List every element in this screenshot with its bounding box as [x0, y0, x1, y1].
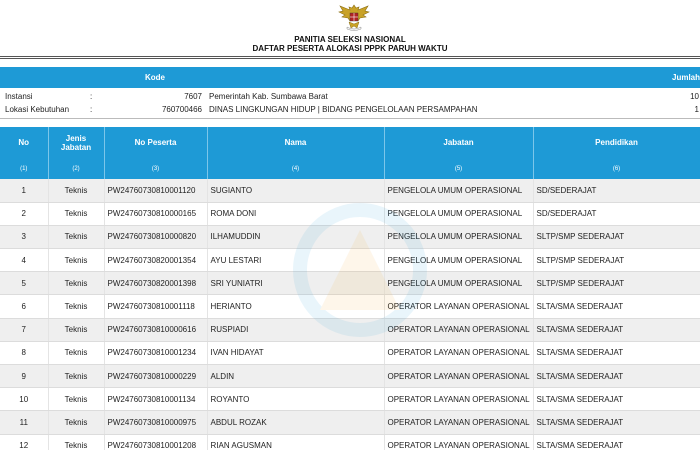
kode-label: Kode — [145, 73, 165, 82]
cell-pendidikan: SLTA/SMA SEDERAJAT — [533, 295, 700, 318]
header-divider-top — [0, 56, 700, 57]
cell-jenis-jabatan: Teknis — [48, 434, 104, 450]
cell-jabatan: OPERATOR LAYANAN OPERASIONAL — [384, 318, 533, 341]
cell-pendidikan: SLTA/SMA SEDERAJAT — [533, 341, 700, 364]
cell-no-peserta: PW24760730810000165 — [104, 202, 207, 225]
cell-pendidikan: SLTP/SMP SEDERAJAT — [533, 225, 700, 248]
cell-jabatan: OPERATOR LAYANAN OPERASIONAL — [384, 411, 533, 434]
cell-no: 7 — [0, 318, 48, 341]
cell-jenis-jabatan: Teknis — [48, 365, 104, 388]
cell-jenis-jabatan: Teknis — [48, 411, 104, 434]
cell-pendidikan: SLTA/SMA SEDERAJAT — [533, 318, 700, 341]
column-number: (4) — [207, 158, 384, 179]
cell-no: 1 — [0, 179, 48, 202]
table-row — [0, 249, 700, 272]
cell-no-peserta: PW24760730810000820 — [104, 225, 207, 248]
cell-jenis-jabatan: Teknis — [48, 225, 104, 248]
cell-jabatan: OPERATOR LAYANAN OPERASIONAL — [384, 388, 533, 411]
table-row — [0, 318, 700, 341]
cell-nama: SRI YUNIATRI — [207, 272, 384, 295]
cell-nama: ROYANTO — [207, 388, 384, 411]
instansi-label: Instansi — [5, 92, 33, 101]
column-number: (1) — [0, 158, 48, 179]
cell-jabatan: PENGELOLA UMUM OPERASIONAL — [384, 272, 533, 295]
kode-header-bar — [0, 67, 700, 88]
table-row — [0, 411, 700, 434]
table-row — [0, 179, 700, 202]
instansi-name: Pemerintah Kab. Sumbawa Barat — [209, 92, 328, 101]
cell-no-peserta: PW24760730810000616 — [104, 318, 207, 341]
header-no-peserta: No Peserta — [104, 127, 207, 158]
cell-no: 11 — [0, 411, 48, 434]
cell-nama: ILHAMUDDIN — [207, 225, 384, 248]
table-row — [0, 225, 700, 248]
peserta-table — [0, 127, 700, 450]
cell-jabatan: OPERATOR LAYANAN OPERASIONAL — [384, 434, 533, 450]
cell-pendidikan: SLTA/SMA SEDERAJAT — [533, 434, 700, 450]
instansi-code: 7607 — [184, 92, 202, 101]
lokasi-label: Lokasi Kebutuhan — [5, 105, 70, 114]
table-row — [0, 202, 700, 225]
cell-nama: SUGIANTO — [207, 179, 384, 202]
cell-jabatan: OPERATOR LAYANAN OPERASIONAL — [384, 295, 533, 318]
cell-no: 2 — [0, 202, 48, 225]
cell-pendidikan: SLTA/SMA SEDERAJAT — [533, 365, 700, 388]
header-nama: Nama — [207, 127, 384, 158]
table-body — [0, 179, 700, 450]
cell-no: 9 — [0, 365, 48, 388]
column-number: (2) — [48, 158, 104, 179]
header-line-1: PANITIA SELEKSI NASIONAL — [294, 35, 406, 44]
cell-nama: ABDUL ROZAK — [207, 411, 384, 434]
cell-no-peserta: PW24760730810001234 — [104, 341, 207, 364]
table-row — [0, 272, 700, 295]
cell-nama: ALDIN — [207, 365, 384, 388]
garuda-emblem-icon — [337, 2, 371, 32]
cell-nama: IVAN HIDAYAT — [207, 341, 384, 364]
header-jabatan: Jabatan — [384, 127, 533, 158]
header-line-2: DAFTAR PESERTA ALOKASI PPPK PARUH WAKTU — [252, 44, 448, 53]
cell-nama: AYU LESTARI — [207, 249, 384, 272]
table-row — [0, 365, 700, 388]
cell-no-peserta: PW24760730820001354 — [104, 249, 207, 272]
table-row — [0, 388, 700, 411]
cell-jabatan: PENGELOLA UMUM OPERASIONAL — [384, 249, 533, 272]
column-number-row — [0, 158, 700, 179]
cell-pendidikan: SD/SEDERAJAT — [533, 202, 700, 225]
jumlah-label: Jumlah — [672, 73, 700, 82]
lokasi-colon: : — [90, 105, 93, 114]
table-row — [0, 434, 700, 450]
cell-jenis-jabatan: Teknis — [48, 202, 104, 225]
cell-no: 12 — [0, 434, 48, 450]
cell-jenis-jabatan: Teknis — [48, 388, 104, 411]
cell-no-peserta: PW24760730810001118 — [104, 295, 207, 318]
instansi-row — [0, 92, 700, 104]
header-pendidikan: Pendidikan — [533, 127, 700, 158]
info-divider — [0, 118, 700, 119]
table-row — [0, 341, 700, 364]
cell-pendidikan: SLTP/SMP SEDERAJAT — [533, 272, 700, 295]
lokasi-count: 1 — [694, 105, 699, 114]
cell-jenis-jabatan: Teknis — [48, 341, 104, 364]
cell-jabatan: OPERATOR LAYANAN OPERASIONAL — [384, 341, 533, 364]
cell-pendidikan: SLTA/SMA SEDERAJAT — [533, 388, 700, 411]
column-number: (3) — [104, 158, 207, 179]
cell-pendidikan: SLTA/SMA SEDERAJAT — [533, 411, 700, 434]
cell-jenis-jabatan: Teknis — [48, 295, 104, 318]
header-no: No — [0, 127, 48, 158]
cell-no: 5 — [0, 272, 48, 295]
cell-nama: ROMA DONI — [207, 202, 384, 225]
cell-nama: RUSPIADI — [207, 318, 384, 341]
cell-jabatan: PENGELOLA UMUM OPERASIONAL — [384, 179, 533, 202]
cell-no: 10 — [0, 388, 48, 411]
cell-no: 8 — [0, 341, 48, 364]
column-number: (5) — [384, 158, 533, 179]
cell-no-peserta: PW24760730810001208 — [104, 434, 207, 450]
lokasi-name: DINAS LINGKUNGAN HIDUP | BIDANG PENGELOLAAN PERSAMPAHAN — [209, 105, 478, 114]
header-divider-bottom — [0, 58, 700, 59]
cell-no-peserta: PW24760730810001120 — [104, 179, 207, 202]
cell-no: 6 — [0, 295, 48, 318]
cell-jenis-jabatan: Teknis — [48, 272, 104, 295]
cell-no-peserta: PW24760730820001398 — [104, 272, 207, 295]
header-jenis-jabatan: Jenis Jabatan — [48, 127, 104, 158]
cell-no-peserta: PW24760730810001134 — [104, 388, 207, 411]
column-number: (6) — [533, 158, 700, 179]
cell-jenis-jabatan: Teknis — [48, 249, 104, 272]
table-header-row — [0, 127, 700, 158]
cell-jenis-jabatan: Teknis — [48, 318, 104, 341]
cell-no-peserta: PW24760730810000975 — [104, 411, 207, 434]
cell-pendidikan: SD/SEDERAJAT — [533, 179, 700, 202]
cell-jabatan: PENGELOLA UMUM OPERASIONAL — [384, 202, 533, 225]
cell-no-peserta: PW24760730810000229 — [104, 365, 207, 388]
cell-pendidikan: SLTP/SMP SEDERAJAT — [533, 249, 700, 272]
instansi-colon: : — [90, 92, 93, 101]
table-row — [0, 295, 700, 318]
cell-no: 4 — [0, 249, 48, 272]
cell-no: 3 — [0, 225, 48, 248]
cell-nama: RIAN AGUSMAN — [207, 434, 384, 450]
cell-jabatan: PENGELOLA UMUM OPERASIONAL — [384, 225, 533, 248]
lokasi-code: 760700466 — [161, 105, 202, 114]
cell-jenis-jabatan: Teknis — [48, 179, 104, 202]
lokasi-row — [0, 105, 700, 117]
instansi-count: 10 — [690, 92, 699, 101]
cell-jabatan: OPERATOR LAYANAN OPERASIONAL — [384, 365, 533, 388]
cell-nama: HERIANTO — [207, 295, 384, 318]
